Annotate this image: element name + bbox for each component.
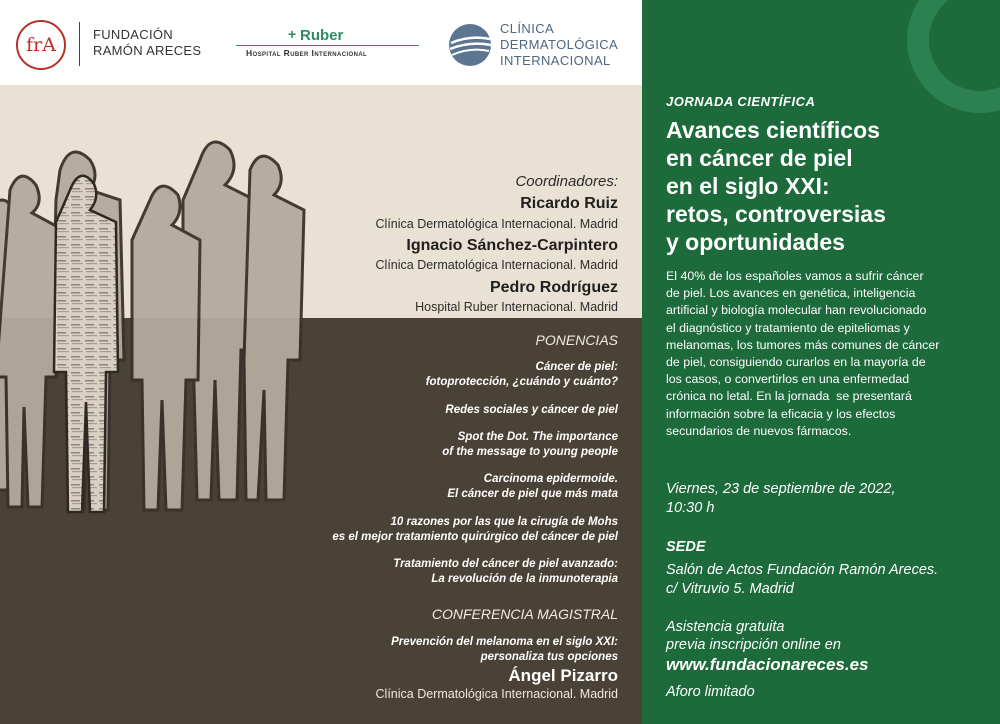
- talk-title-line: fotoprotección, ¿cuándo y cuánto?: [425, 376, 618, 388]
- talk-title-line: of the message to young people: [442, 446, 618, 458]
- ponencias-heading: PONENCIAS: [535, 332, 618, 348]
- coordinator-affiliation: Hospital Ruber Internacional. Madrid: [415, 300, 618, 314]
- venue-address: [666, 561, 938, 599]
- attendance-info: [666, 618, 841, 654]
- talk-title-line: La revolución de la inmunoterapia: [431, 573, 618, 585]
- talk-item: [426, 360, 618, 390]
- ruber-logo-line: [236, 45, 419, 46]
- clinica-dermatologica-logo-text: [500, 21, 618, 69]
- event-kicker: JORNADA CIENTÍFICA: [666, 94, 816, 109]
- website-link[interactable]: www.fundacionareces.es: [666, 655, 869, 674]
- coordinator-name: Pedro Rodríguez: [489, 279, 618, 296]
- event-title-line: Avances científicos: [666, 117, 880, 143]
- talk-item: [447, 472, 618, 502]
- talk-title-line: Spot the Dot. The importance: [457, 431, 618, 443]
- ruber-logo-brand: Ruber: [300, 27, 344, 44]
- venue-line: c/ Vitruvio 5. Madrid: [666, 581, 794, 597]
- magistral-speaker: Ángel Pizarro: [508, 666, 618, 685]
- event-time-line: 10:30 h: [666, 500, 715, 516]
- magistral-talk: [391, 635, 618, 665]
- event-title-line: retos, controversias: [666, 201, 886, 227]
- fundacion-ramon-areces-logo: [16, 20, 66, 70]
- cdi-logo-line3: INTERNACIONAL: [500, 53, 611, 68]
- event-title-line: en cáncer de piel: [666, 145, 853, 171]
- venue-label: SEDE: [666, 539, 706, 555]
- logo-bar: [0, 0, 642, 85]
- talk-item: [393, 557, 618, 587]
- talk-title-line: Tratamiento del cáncer de piel avanzado:: [393, 558, 618, 570]
- talk-title-line: Carcinoma epidermoide.: [483, 473, 618, 485]
- ruber-logo-subtitle: Hospital Ruber Internacional: [246, 48, 368, 58]
- fra-logo-line2: RAMÓN ARECES: [93, 43, 202, 58]
- attendance-line: Asistencia gratuita: [666, 619, 785, 635]
- event-info-panel: [642, 0, 1000, 724]
- talk-item: [442, 430, 618, 460]
- event-title-line: en el siglo XXI:: [666, 173, 830, 199]
- event-title: [666, 116, 986, 256]
- talk-title-line: Redes sociales y cáncer de piel: [445, 404, 618, 416]
- clinica-dermatologica-logo-icon: [448, 23, 492, 67]
- description-line: crónica no letal. En la jornada se presentará: [666, 389, 912, 404]
- description-line: melanomas, los tumores más comunes de cáncer: [666, 337, 940, 352]
- fra-logo-line1: FUNDACIÓN: [93, 27, 173, 42]
- description-line: información sobre la eficacia y los efectos: [666, 406, 896, 421]
- event-description: [666, 268, 986, 440]
- magistral-affiliation: Clínica Dermatológica Internacional. Madrid: [375, 687, 618, 701]
- logo-divider: [79, 22, 80, 66]
- cdi-logo-line1: CLÍNICA: [500, 21, 555, 36]
- description-line: El 40% de los españoles vamos a sufrir cáncer: [666, 269, 924, 283]
- cdi-logo-line2: DERMATOLÓGICA: [500, 37, 619, 52]
- talk-title-line: El cáncer de piel que más mata: [447, 488, 618, 500]
- coordinator-name: Ignacio Sánchez-Carpintero: [406, 237, 618, 254]
- magistral-title-line: Prevención del melanoma en el siglo XXI:: [391, 636, 618, 648]
- attendance-line: previa inscripción online en: [666, 637, 841, 653]
- description-line: secundarios de nuevos fármacos.: [666, 423, 852, 438]
- talk-item: [332, 515, 618, 545]
- description-line: de piel, consiguiendo curarlos en la mayoría de: [666, 355, 926, 370]
- decorative-arc-icon: [900, 0, 1000, 120]
- talk-title-line: es el mejor tratamiento quirúrgico del cáncer de piel: [332, 531, 618, 543]
- event-title-line: y oportunidades: [666, 229, 845, 255]
- coordinators-heading: Coordinadores:: [515, 173, 618, 190]
- talk-title-line: 10 razones por las que la cirugía de Mohs: [390, 516, 618, 528]
- coordinator-affiliation: Clínica Dermatológica Internacional. Madrid: [375, 258, 618, 272]
- event-date: [666, 480, 895, 518]
- description-line: los casos, o convertirlos en una enfermedad: [666, 372, 910, 387]
- talk-item: [445, 403, 618, 418]
- description-line: artificial y biología molecular han revolucionado: [666, 303, 927, 318]
- fra-logo-text: [93, 27, 201, 59]
- magistral-heading: CONFERENCIA MAGISTRAL: [431, 606, 618, 622]
- magistral-title-line: personaliza tus opciones: [480, 651, 618, 663]
- venue-line: Salón de Actos Fundación Ramón Areces.: [666, 562, 939, 578]
- human-silhouettes-illustration: [0, 130, 340, 530]
- talk-title-line: Cáncer de piel:: [535, 361, 618, 373]
- coordinator-affiliation: Clínica Dermatológica Internacional. Madrid: [375, 217, 618, 231]
- ruber-cross-icon: +: [288, 26, 297, 42]
- coordinator-name: Ricardo Ruiz: [520, 195, 618, 212]
- fra-logo-mark: frA: [26, 34, 56, 56]
- description-line: el diagnóstico y tratamiento de epiteliomas y: [666, 320, 910, 335]
- description-line: de piel. Los avances en genética, inteligencia: [666, 286, 916, 301]
- event-date-line: Viernes, 23 de septiembre de 2022,: [666, 481, 896, 497]
- capacity-note: Aforo limitado: [666, 684, 755, 700]
